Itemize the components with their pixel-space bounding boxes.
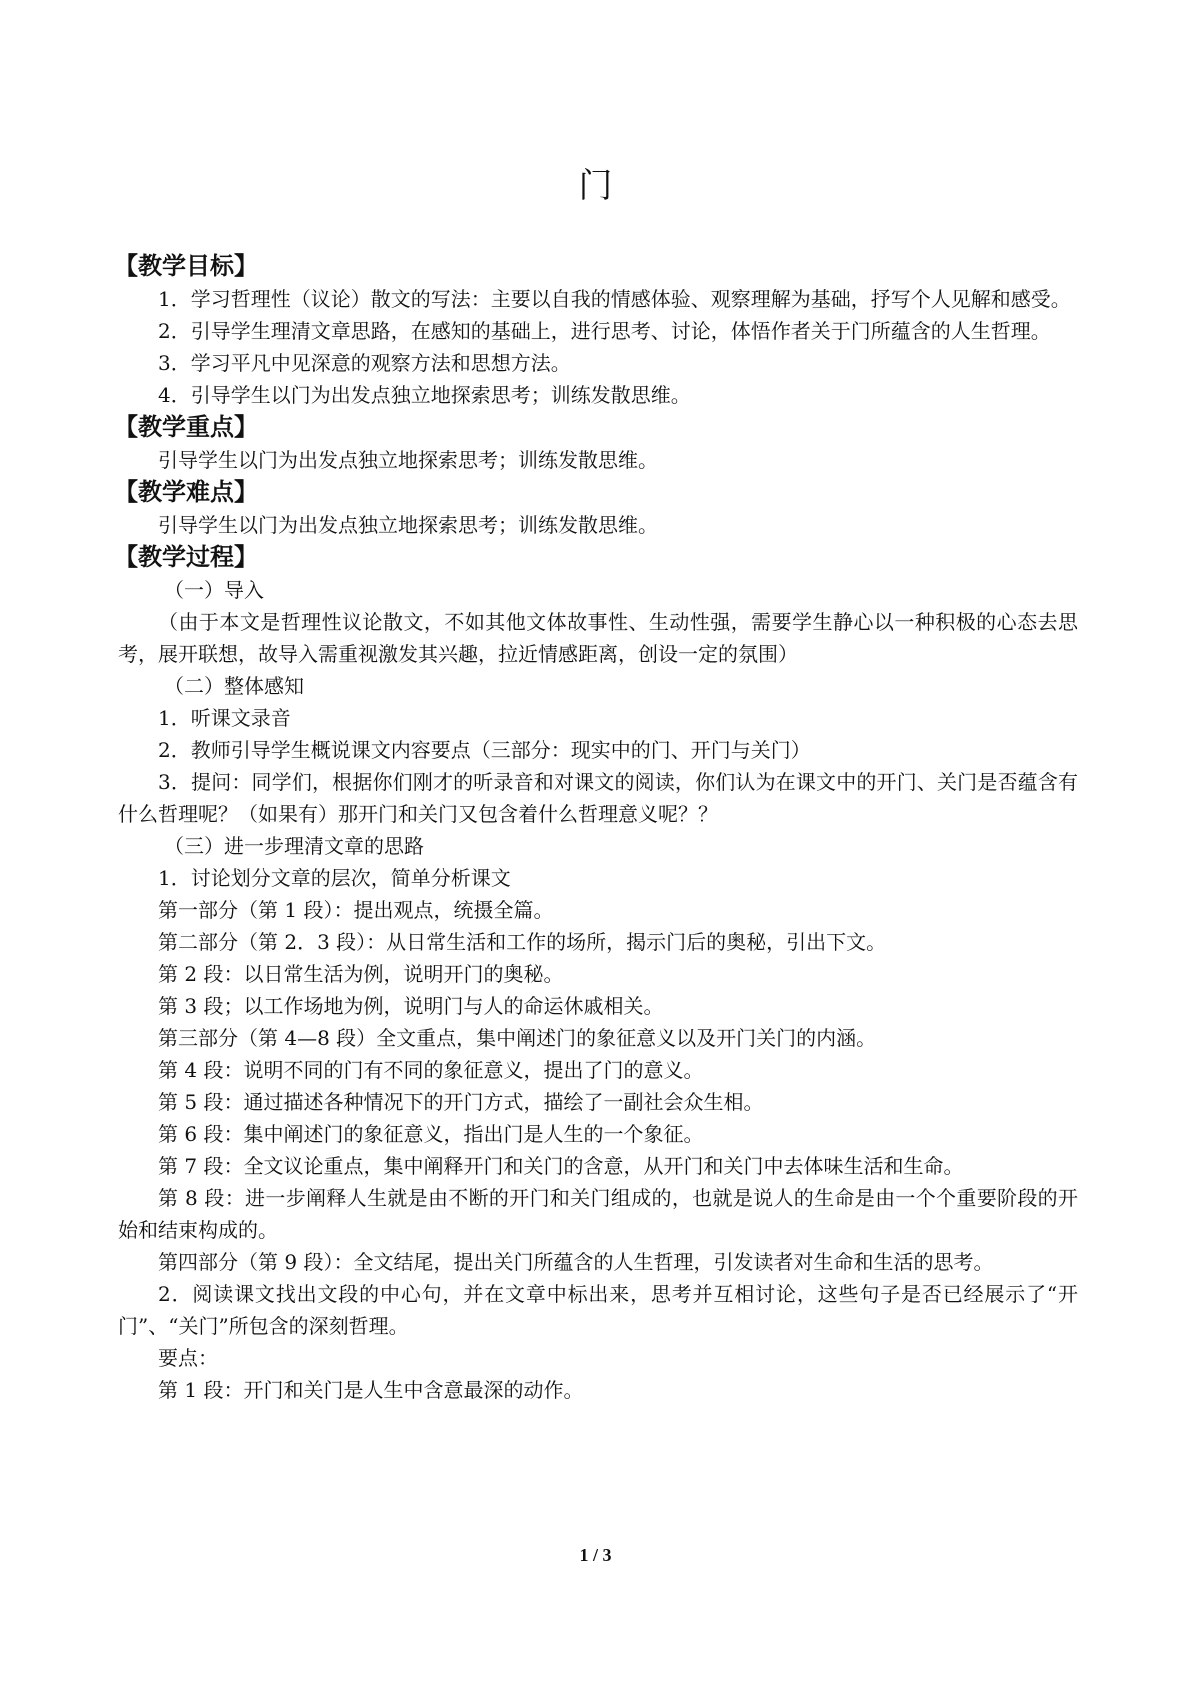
key-point-text: 引导学生以门为出发点独立地探索思考；训练发散思维。 <box>158 448 658 472</box>
process-item: 第 1 段：开门和关门是人生中含意最深的动作。 <box>158 1378 584 1402</box>
process-item: 第三部分（第 4—8 段）全文重点，集中阐述门的象征意义以及开门关门的内涵。 <box>158 1026 877 1050</box>
document-title: 门 <box>578 166 613 206</box>
process-item: 第 8 段：进一步阐释人生就是由不断的开门和关门组成的，也就是说人的生命是由一个个重要阶段的开始和结束构成的。 <box>118 1186 1078 1242</box>
goal-item: 2．引导学生理清文章思路，在感知的基础上，进行思考、讨论，体悟作者关于门所蕴含的人生哲理。 <box>158 319 1051 343</box>
process-item: （三）进一步理清文章的思路 <box>164 834 424 858</box>
process-item: （一）导入 <box>164 578 264 602</box>
process-item: （二）整体感知 <box>164 674 304 698</box>
process-item: 第 6 段：集中阐述门的象征意义，指出门是人生的一个象征。 <box>158 1122 704 1146</box>
process-item: 第四部分（第 9 段）：全文结尾，提出关门所蕴含的人生哲理，引发读者对生命和生活的思考。 <box>158 1250 994 1274</box>
heading-teaching-key: 【教学重点】 <box>114 413 258 441</box>
goal-item: 1．学习哲理性（议论）散文的写法：主要以自我的情感体验、观察理解为基础，抒写个人见解和感受。 <box>158 287 1071 311</box>
process-item: 第 2 段：以日常生活为例，说明开门的奥秘。 <box>158 962 564 986</box>
document-body <box>114 250 1078 1406</box>
process-item: 要点： <box>158 1346 218 1370</box>
process-item: 3．提问：同学们，根据你们刚才的听录音和对课文的阅读，你们认为在课文中的开门、关门是否蕴含有什么哲理呢？（如果有）那开门和关门又包含着什么哲理意义呢？？ <box>118 770 1078 826</box>
heading-teaching-goals: 【教学目标】 <box>114 252 258 280</box>
heading-teaching-process: 【教学过程】 <box>114 543 258 571</box>
process-item: 第 7 段：全文议论重点，集中阐释开门和关门的含意，从开门和关门中去体味生活和生命。 <box>158 1154 964 1178</box>
goal-item: 4．引导学生以门为出发点独立地探索思考；训练发散思维。 <box>158 383 691 407</box>
process-item: 第 3 段；以工作场地为例，说明门与人的命运休戚相关。 <box>158 994 664 1018</box>
process-item: （由于本文是哲理性议论散文，不如其他文体故事性、生动性强，需要学生静心以一种积极的心态去思考，展开联想，故导入需重视激发其兴趣，拉近情感距离，创设一定的氛围） <box>118 610 1078 666</box>
process-item: 1．讨论划分文章的层次，简单分析课文 <box>158 866 511 890</box>
process-item: 第 5 段：通过描述各种情况下的开门方式，描绘了一副社会众生相。 <box>158 1090 764 1114</box>
process-item: 第一部分（第 1 段）：提出观点，统摄全篇。 <box>158 898 554 922</box>
heading-teaching-difficulty: 【教学难点】 <box>114 478 258 506</box>
process-item: 1．听课文录音 <box>158 706 291 730</box>
process-item: 2．阅读课文找出文段的中心句，并在文章中标出来，思考并互相讨论，这些句子是否已经展示了“开门”、“关门”所包含的深刻哲理。 <box>118 1282 1078 1338</box>
process-item: 第二部分（第 2．3 段）：从日常生活和工作的场所，揭示门后的奥秘，引出下文。 <box>158 930 887 954</box>
page-number: 1 / 3 <box>579 1545 612 1565</box>
goal-item: 3．学习平凡中见深意的观察方法和思想方法。 <box>158 351 571 375</box>
process-item: 第 4 段：说明不同的门有不同的象征意义，提出了门的意义。 <box>158 1058 704 1082</box>
process-item: 2．教师引导学生概说课文内容要点（三部分：现实中的门、开门与关门） <box>158 738 811 762</box>
difficulty-text: 引导学生以门为出发点独立地探索思考；训练发散思维。 <box>158 513 658 537</box>
